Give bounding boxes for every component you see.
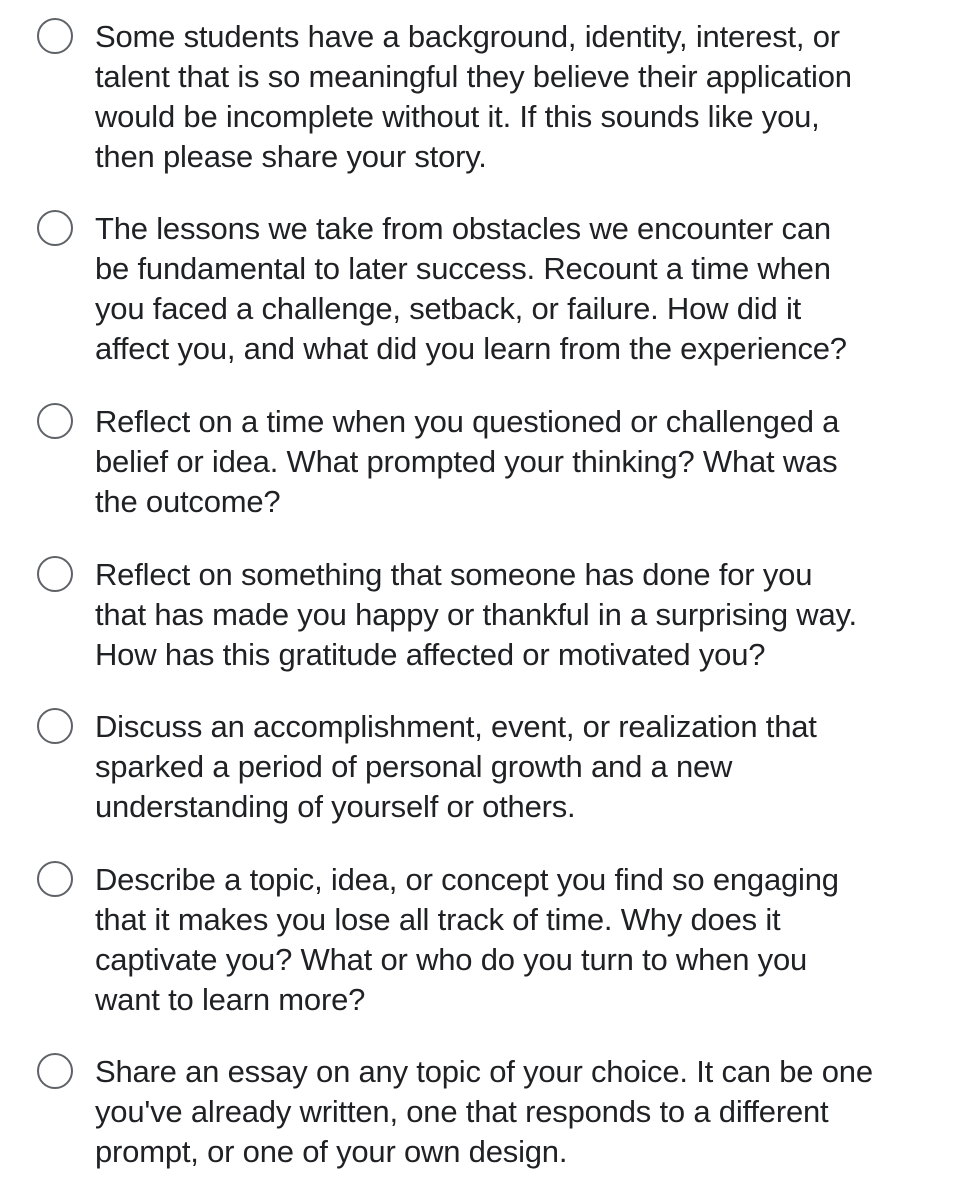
option-label-2: The lessons we take from obstacles we encounter can be fundamental to later success. Recount a time when you faced a challenge, setback, or failure. How did it affect you, and what did you learn from the experience? <box>95 211 847 366</box>
radio-button-option-4[interactable] <box>37 556 73 592</box>
radio-button-option-5[interactable] <box>37 708 73 744</box>
radio-button-option-6[interactable] <box>37 861 73 897</box>
option-label-7: Share an essay on any topic of your choice. It can be one you've already written, one that responds to a different prompt, or one of your own design. <box>95 1054 873 1169</box>
option-label-1: Some students have a background, identity, interest, or talent that is so meaningful they believe their application would be incomplete without it. If this sounds like you, then please share your story. <box>95 19 852 174</box>
option-label-4: Reflect on something that someone has done for you that has made you happy or thankful in a surprising way. How has this gratitude affected or motivated you? <box>95 557 857 672</box>
option-label-3: Reflect on a time when you questioned or challenged a belief or idea. What prompted your thinking? What was the outcome? <box>95 404 840 519</box>
radio-button-option-3[interactable] <box>37 403 73 439</box>
option-label-6: Describe a topic, idea, or concept you find so engaging that it makes you lose all track of time. Why does it captivate you? What or who do you turn to when you want to learn more? <box>95 862 839 1017</box>
option-label-5: Discuss an accomplishment, event, or realization that sparked a period of personal growth and a new understanding of yourself or others. <box>95 709 817 824</box>
radio-button-option-7[interactable] <box>37 1053 73 1089</box>
radio-button-option-1[interactable] <box>37 18 73 54</box>
radio-button-option-2[interactable] <box>37 210 73 246</box>
